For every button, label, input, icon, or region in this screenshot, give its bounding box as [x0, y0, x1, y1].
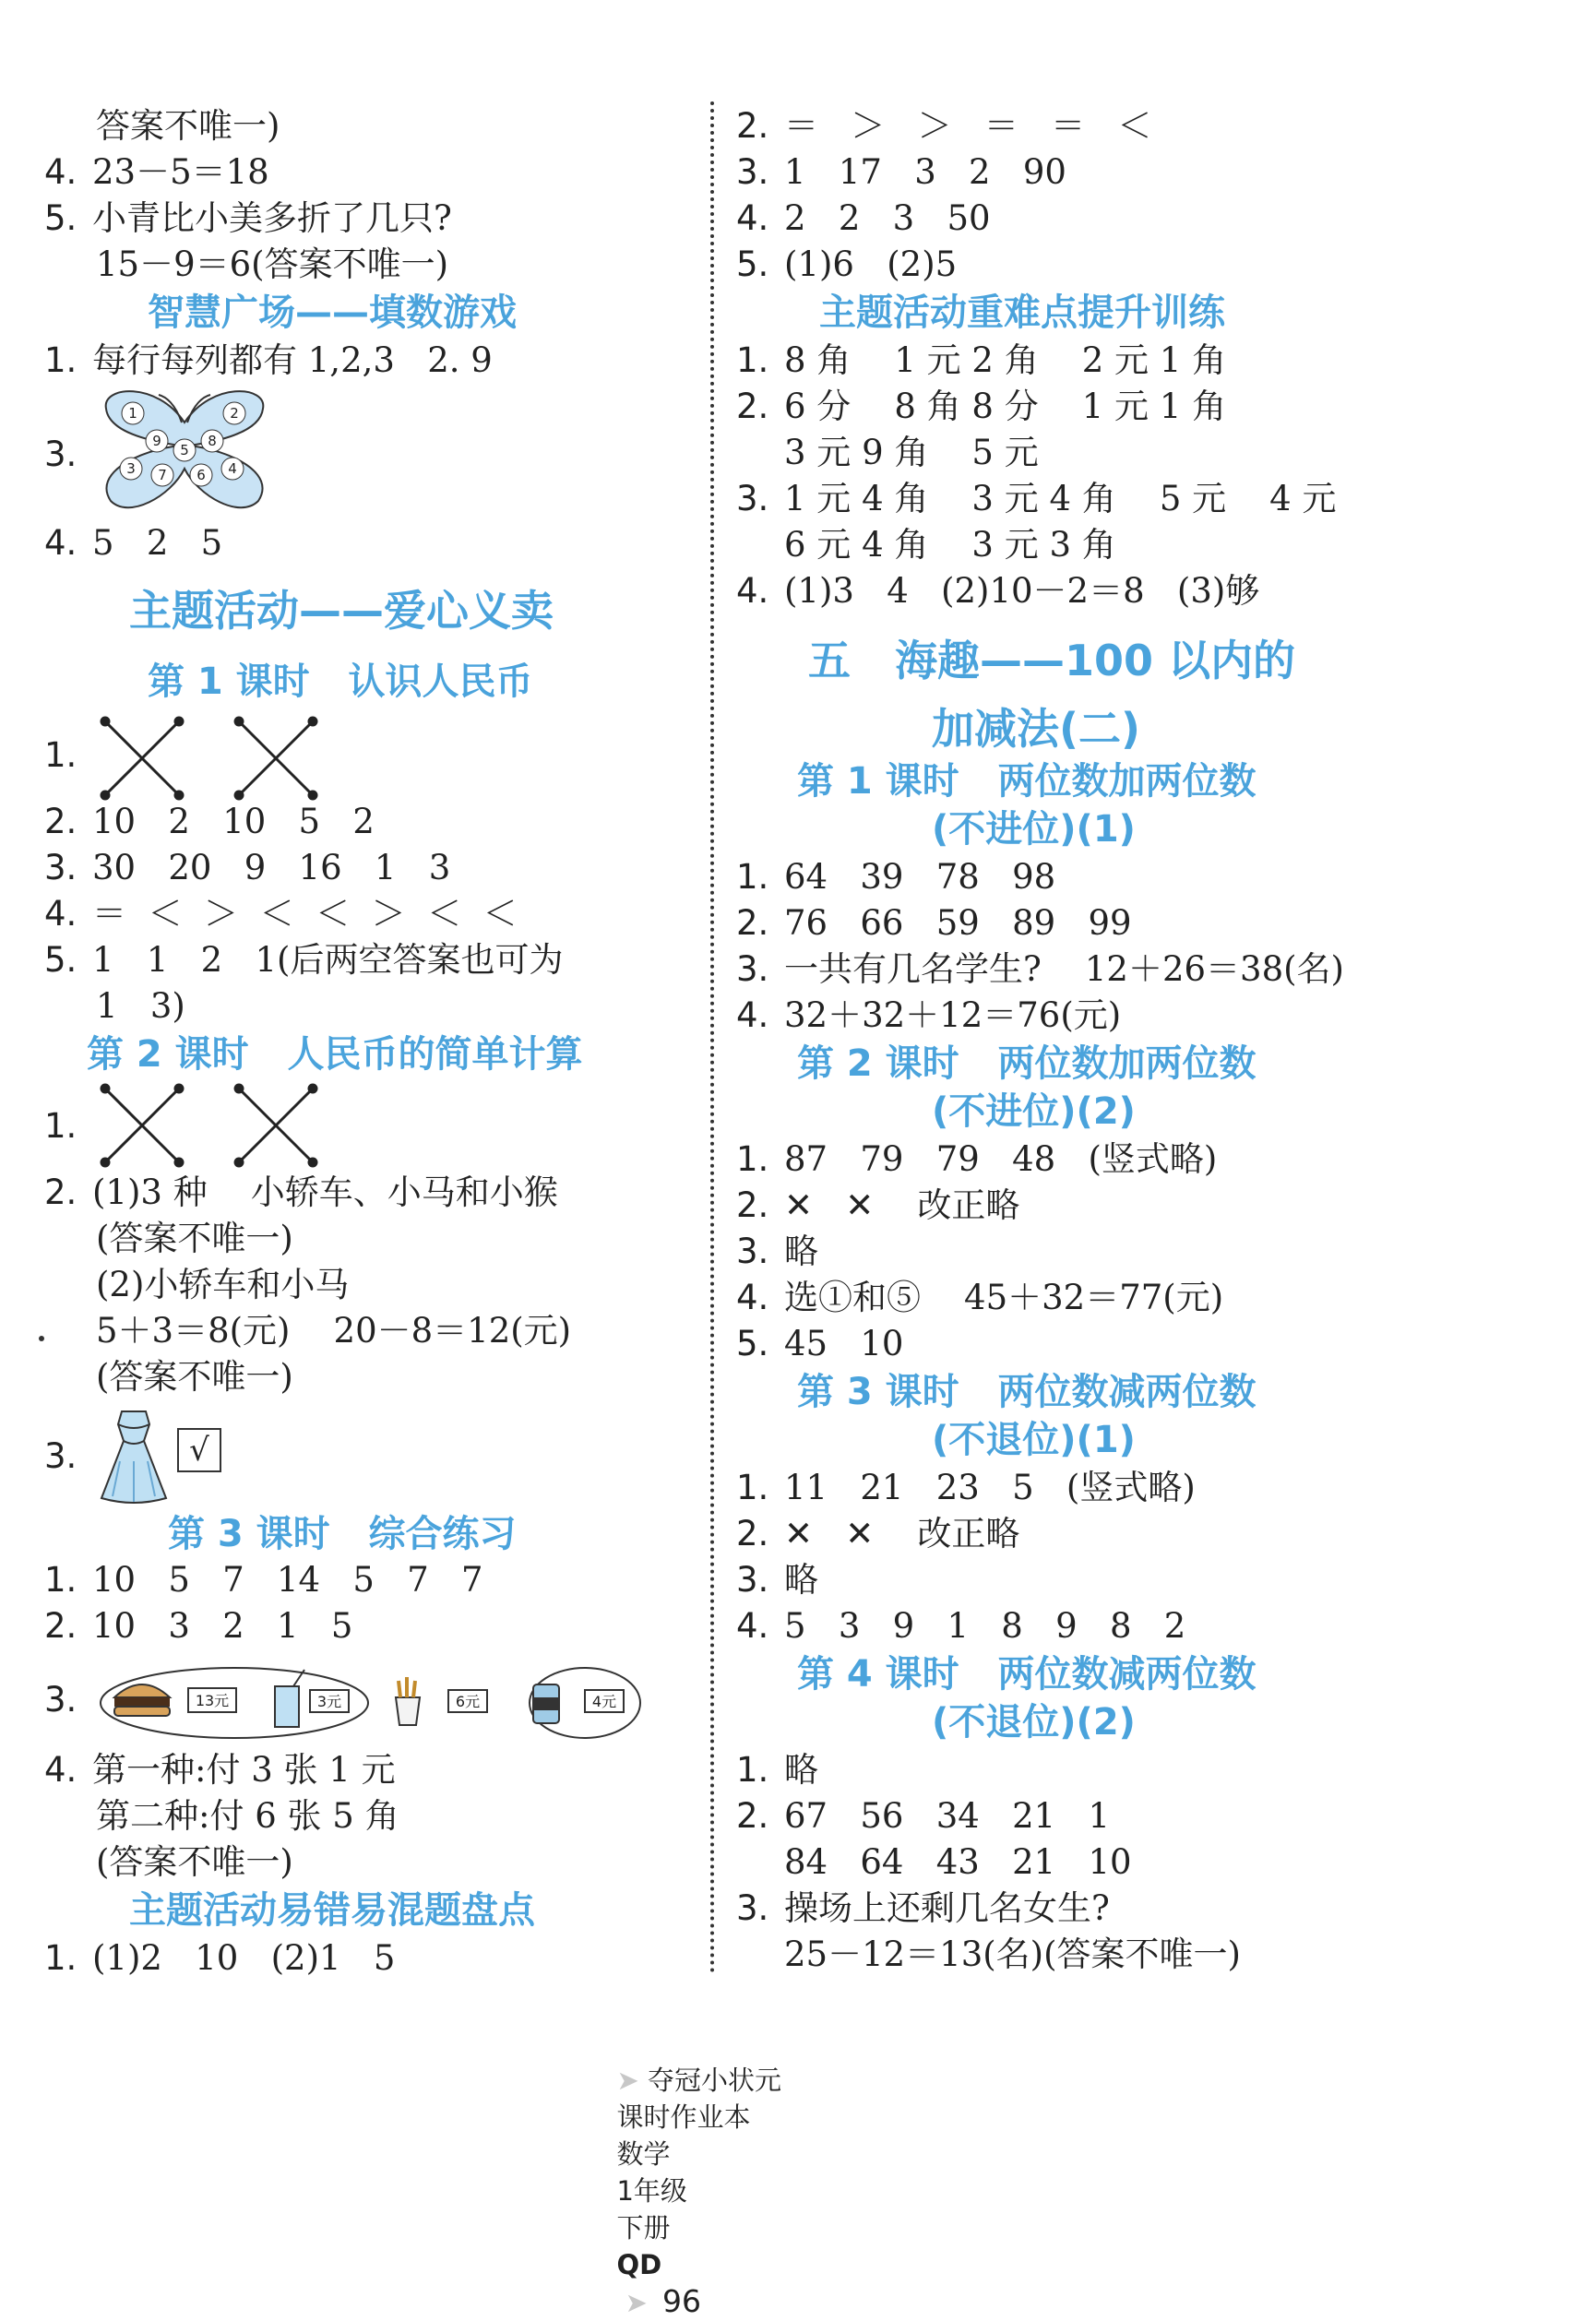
- footer-subject: 数学: [616, 2138, 671, 2170]
- answer-line: 2. (1)3 种 小轿车、小马和小猴: [44, 1172, 558, 1212]
- page-footer: [600, 2025, 781, 2321]
- lesson-heading: 第 2 课时 两位数加两位数: [797, 1042, 1257, 1085]
- answer-line: 2. 6 分 8 角 8 分 1 元 1 角: [736, 387, 1227, 426]
- footer-volume: 下册: [616, 2212, 671, 2244]
- answer-line: 1.: [44, 1106, 77, 1146]
- answer-line: 5. 45 10: [736, 1324, 904, 1363]
- answer-line: 1. 8 角 1 元 2 角 2 元 1 角: [736, 340, 1227, 380]
- answer-line: 1. 10 5 7 14 5 7 7: [44, 1560, 483, 1600]
- answer-line: 1. 略: [736, 1750, 818, 1790]
- answer-line: 1. 87 79 79 48 (竖式略): [736, 1139, 1218, 1179]
- answer-line: 1. 11 21 23 5 (竖式略): [736, 1468, 1196, 1507]
- butterfly-figure: [92, 386, 277, 515]
- cross-lines-figure: [96, 714, 327, 803]
- price-tag: 13元: [195, 1692, 230, 1709]
- arrow-right-icon: ➤: [616, 2287, 648, 2318]
- column-divider: [710, 101, 714, 1974]
- price-tag: 4元: [591, 1693, 617, 1710]
- answer-line: 4. ＝ ＜ ＞ ＜ ＜ ＞ ＜ ＜: [44, 894, 518, 934]
- answer-line: 5＋3＝8(元) 20－8＝12(元): [96, 1311, 572, 1351]
- section-heading: 智慧广场——填数游戏: [148, 292, 517, 334]
- butterfly-number: 7: [158, 467, 167, 483]
- answer-line: 4. 23－5＝18: [44, 152, 269, 192]
- lesson-heading: 第 4 课时 两位数减两位数: [797, 1653, 1257, 1696]
- answer-line: 3.: [44, 1436, 77, 1476]
- butterfly-number: 3: [126, 460, 136, 477]
- answer-line: 1. (1)2 10 (2)1 5: [44, 1938, 396, 1978]
- section-heading: 主题活动——爱心义卖: [129, 586, 554, 636]
- answer-line: 3. 一共有几名学生? 12＋26＝38(名): [736, 949, 1344, 989]
- answer-line: 4. 第一种:付 3 张 1 元: [44, 1750, 396, 1790]
- lesson-heading: (不进位)(2): [932, 1090, 1136, 1133]
- butterfly-number: 6: [197, 467, 206, 483]
- answer-line: 1 3): [96, 986, 185, 1026]
- lesson-heading: (不退位)(1): [932, 1419, 1136, 1461]
- lesson-heading: 第 2 课时 人民币的简单计算: [87, 1033, 583, 1076]
- section-heading: 主题活动易错易混题盘点: [129, 1889, 535, 1932]
- footer-book: 课时作业本: [616, 2101, 751, 2133]
- arrow-right-icon: ➤: [616, 2065, 648, 2096]
- answer-line: 3. 操场上还剩几名女生?: [736, 1888, 1110, 1928]
- lesson-heading: (不进位)(1): [932, 808, 1136, 851]
- price-tag: 3元: [316, 1693, 342, 1710]
- answer-line: 4. 32＋32＋12＝76(元): [736, 995, 1122, 1035]
- answer-line: 2. 76 66 59 89 99: [736, 903, 1132, 943]
- fries-icon: [396, 1677, 420, 1725]
- butterfly-number: 1: [128, 405, 137, 422]
- footer-grade: 1年级: [616, 2175, 687, 2207]
- lesson-heading: 第 1 课时 认识人民币: [148, 661, 533, 703]
- answer-line: 1. 每行每列都有 1,2,3 2. 9: [44, 340, 493, 380]
- answer-line: 15－9＝6(答案不唯一): [96, 244, 449, 284]
- answer-line: (答案不唯一): [96, 1357, 293, 1397]
- answer-line: 5. 小青比小美多折了几只?: [44, 198, 452, 238]
- answer-line: 5. 1 1 2 1(后两空答案也可为: [44, 940, 564, 980]
- answer-line: 3. 1 17 3 2 90: [736, 152, 1066, 192]
- answer-line: (2)小轿车和小马: [96, 1265, 350, 1304]
- lesson-heading: 第 1 课时 两位数加两位数: [797, 760, 1257, 803]
- answer-line: 2. ✕ ✕ 改正略: [736, 1185, 1020, 1225]
- unit-heading: 加减法(二): [932, 704, 1141, 754]
- butterfly-number: 9: [152, 433, 161, 449]
- unit-heading: 五 海趣——100 以内的: [808, 636, 1296, 685]
- butterfly-number: 2: [230, 405, 239, 422]
- drink-icon: [275, 1670, 304, 1727]
- answer-line: 4. 5 3 9 1 8 9 8 2: [736, 1606, 1186, 1646]
- answer-line: (答案不唯一): [96, 1842, 293, 1882]
- answer-line: 4. (1)3 4 (2)10－2＝8 (3)够: [736, 571, 1260, 611]
- answer-line: 答案不唯一): [96, 106, 280, 146]
- answer-line: 5. (1)6 (2)5: [736, 244, 958, 284]
- lesson-heading: 第 3 课时 两位数减两位数: [797, 1371, 1257, 1413]
- price-match-figure: [96, 1660, 649, 1745]
- butterfly-number: 8: [208, 433, 217, 449]
- lesson-heading: (不退位)(2): [932, 1701, 1136, 1744]
- answer-line: 3.: [44, 434, 77, 474]
- answer-line: 第二种:付 6 张 5 角: [96, 1796, 399, 1836]
- answer-line: 4. 5 2 5: [44, 523, 223, 563]
- answer-line: (答案不唯一): [96, 1219, 293, 1258]
- answer-line: 3. 略: [736, 1560, 818, 1600]
- answer-line: 4. 2 2 3 50: [736, 198, 991, 238]
- answer-line: 3.: [44, 1680, 77, 1720]
- footer-edition: QD: [616, 2249, 662, 2280]
- lesson-heading: 第 3 课时 综合练习: [168, 1513, 517, 1555]
- dress-icon: [92, 1406, 175, 1507]
- cross-lines-figure: [96, 1081, 327, 1170]
- check-box: √: [177, 1428, 221, 1472]
- answer-line: 1. 64 39 78 98: [736, 857, 1056, 897]
- scan-dot: [39, 1336, 44, 1341]
- can-icon: [533, 1684, 559, 1723]
- section-heading: 主题活动重难点提升训练: [819, 292, 1225, 334]
- answer-line: 1.: [44, 735, 77, 775]
- butterfly-number: 5: [180, 442, 189, 458]
- footer-brand: 夺冠小状元: [647, 2065, 781, 2096]
- answer-line: 6 元 4 角 3 元 3 角: [784, 525, 1116, 565]
- answer-line: 3 元 9 角 5 元: [784, 433, 1039, 472]
- answer-line: 3. 30 20 9 16 1 3: [44, 848, 451, 887]
- answer-line: 3. 1 元 4 角 3 元 4 角 5 元 4 元: [736, 479, 1337, 518]
- answer-line: 25－12＝13(名)(答案不唯一): [784, 1934, 1241, 1974]
- answer-line: 2. 10 3 2 1 5: [44, 1606, 353, 1646]
- answer-line: 3. 略: [736, 1232, 818, 1271]
- hamburger-icon: [114, 1684, 170, 1716]
- answer-line: 2. 67 56 34 21 1: [736, 1796, 1110, 1836]
- page-number: 96: [661, 2283, 701, 2319]
- answer-line: 4. 选①和⑤ 45＋32＝77(元): [736, 1278, 1224, 1317]
- answer-line: 2. 10 2 10 5 2: [44, 802, 375, 841]
- answer-line: 2. ＝ ＞ ＞ ＝ ＝ ＜: [736, 106, 1152, 146]
- answer-line: 2. ✕ ✕ 改正略: [736, 1514, 1020, 1553]
- answer-line: 84 64 43 21 10: [784, 1842, 1132, 1882]
- butterfly-number: 4: [228, 460, 237, 477]
- price-tag: 6元: [455, 1693, 481, 1710]
